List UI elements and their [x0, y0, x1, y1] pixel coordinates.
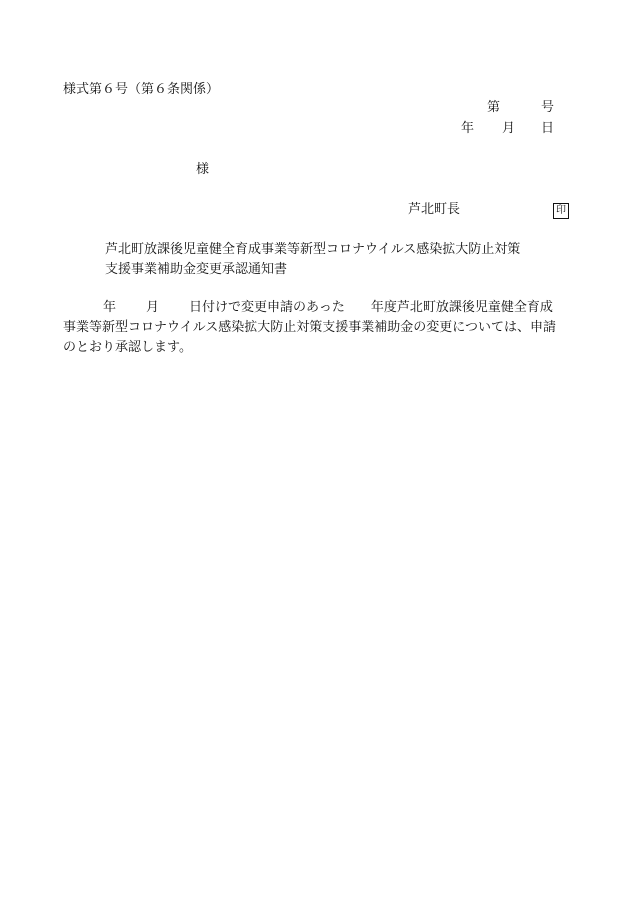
- body-paragraph: [63, 298, 568, 358]
- sender-title: 芦北町長: [408, 202, 461, 217]
- doc-number-suffix: 号: [541, 100, 555, 115]
- document-title: [105, 240, 520, 280]
- body-line-3: のとおり承認します。: [63, 340, 192, 355]
- body-line-1: [63, 298, 568, 318]
- body-month: 月: [146, 300, 160, 315]
- seal-mark: 印: [553, 203, 569, 219]
- title-line-1: 芦北町放課後児童健全育成事業等新型コロナウイルス感染拡大防止対策: [105, 242, 521, 257]
- date-day: 日: [541, 121, 555, 136]
- body-date-part: 日付けで変更申請のあった: [189, 300, 345, 315]
- date-month: 月: [502, 121, 516, 136]
- body-year: 年: [103, 300, 117, 315]
- form-label: 様式第６号（第６条関係）: [63, 82, 220, 97]
- title-line-2: 支援事業補助金変更承認通知書: [105, 262, 288, 277]
- date-year: 年: [461, 121, 475, 136]
- doc-number-prefix: 第: [487, 100, 501, 115]
- body-fy-part: 年度芦北町放課後児童健全育成: [370, 300, 553, 315]
- addressee-honorific: 様: [196, 162, 210, 177]
- body-line-2: 事業等新型コロナウイルス感染拡大防止対策支援事業補助金の変更については、申請: [63, 320, 556, 335]
